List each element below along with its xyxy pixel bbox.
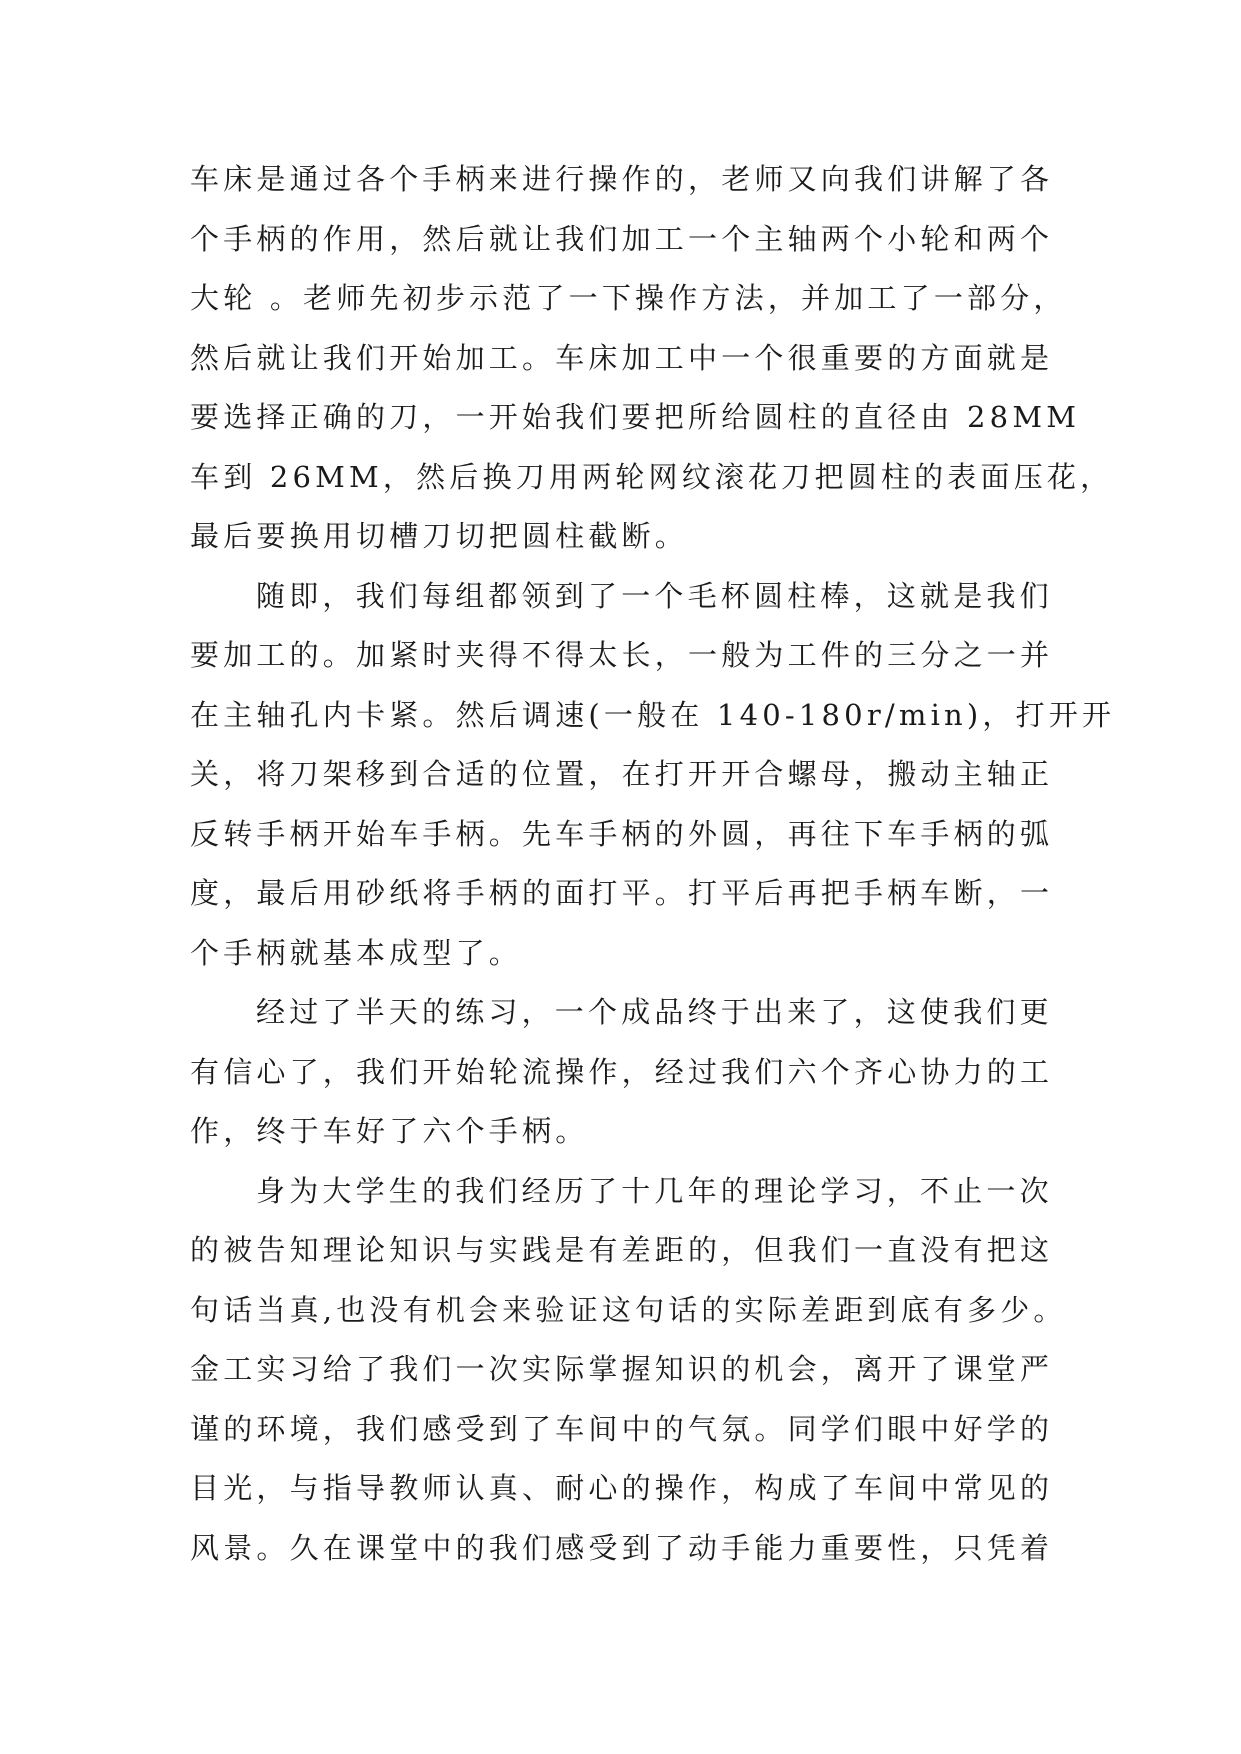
paragraph-4: [190, 1162, 1070, 1579]
text-line: 个手柄的作用，然后就让我们加工一个主轴两个小轮和两个: [190, 221, 1054, 256]
text-line: 作，终于车好了六个手柄。: [190, 1114, 589, 1148]
text-line: 金工实习给了我们一次实际掌握知识的机会，离开了课堂严: [190, 1352, 1054, 1386]
text-line: 车床是通过各个手柄来进行操作的，老师又向我们讲解了各: [190, 162, 1054, 196]
text-line: 度，最后用砂纸将手柄的面打平。打平后再把手柄车断，一: [190, 876, 1054, 910]
text-line: 身为大学生的我们经历了十几年的理论学习，不止一次: [256, 1173, 1053, 1208]
text-line: 的被告知理论知识与实践是有差距的，但我们一直没有把这: [190, 1233, 1054, 1267]
paragraph-1: [190, 150, 1114, 567]
text-line: 随即，我们每组都领到了一个毛杯圆柱棒，这就是我们: [256, 578, 1053, 613]
text-line: 要选择正确的刀，一开始我们要把所给圆柱的直径由 28MM: [190, 400, 1081, 434]
text-line: 关，将刀架移到合适的位置，在打开开合螺母，搬动主轴正: [190, 757, 1054, 791]
text-line: 经过了半天的练习，一个成品终于出来了，这使我们更: [256, 995, 1053, 1029]
text-line: 目光，与指导教师认真、耐心的操作，构成了车间中常见的: [190, 1471, 1054, 1505]
paragraph-3: [190, 983, 1070, 1162]
paragraph-2: [190, 567, 1116, 984]
text-line: 风景。久在课堂中的我们感受到了动手能力重要性，只凭着: [190, 1530, 1054, 1565]
text-line: 车到 26MM，然后换刀用两轮网纹滚花刀把圆柱的表面压花，: [190, 459, 1114, 494]
body-text: [190, 150, 1116, 1578]
text-line: 最后要换用切槽刀切把圆柱截断。: [190, 519, 689, 553]
text-line: 要加工的。加紧时夹得不得太长，一般为工件的三分之一并: [190, 638, 1054, 672]
text-line: 有信心了，我们开始轮流操作，经过我们六个齐心协力的工: [190, 1054, 1054, 1089]
text-line: 然后就让我们开始加工。车床加工中一个很重要的方面就是: [190, 340, 1054, 375]
text-line: 大轮 。老师先初步示范了一下操作方法，并加工了一部分，: [190, 281, 1067, 315]
text-line: 句话当真,也没有机会来验证这句话的实际差距到底有多少。: [190, 1292, 1067, 1327]
text-line: 谨的环境，我们感受到了车间中的气氛。同学们眼中好学的: [190, 1411, 1054, 1446]
text-line: 在主轴孔内卡紧。然后调速(一般在 140-180r/min)，打开开: [190, 697, 1116, 732]
text-line: 反转手柄开始车手柄。先车手柄的外圆，再往下车手柄的弧: [190, 816, 1054, 851]
text-line: 个手柄就基本成型了。: [190, 935, 523, 970]
